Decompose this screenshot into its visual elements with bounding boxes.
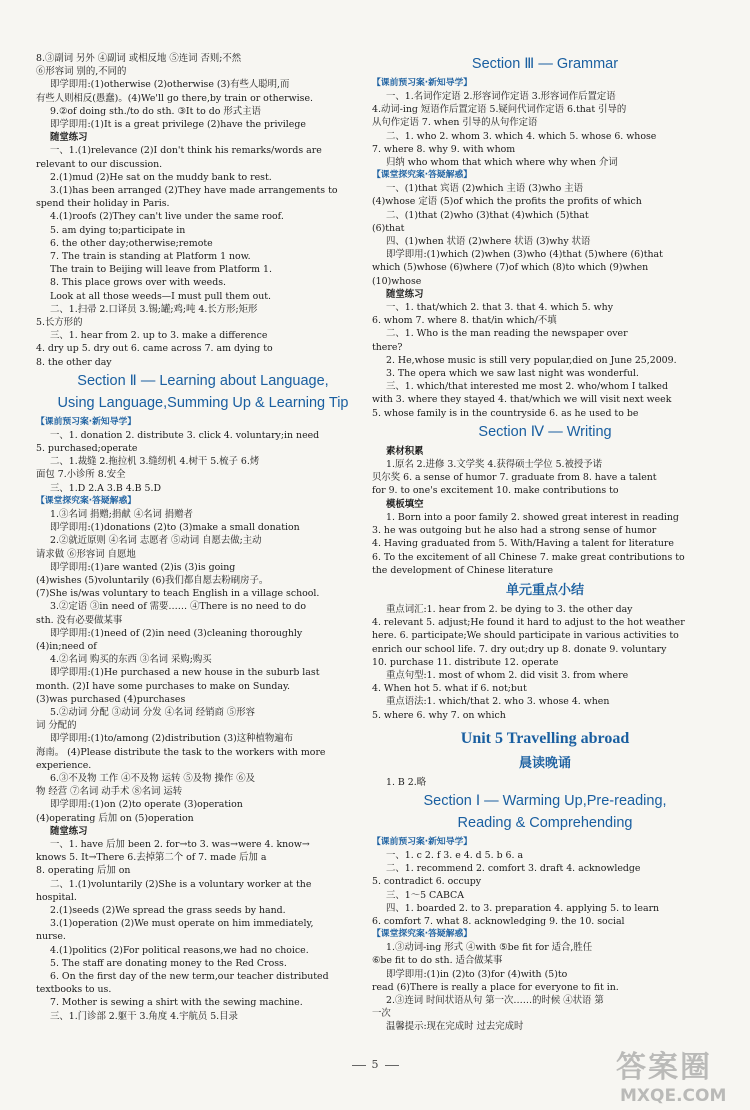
answer-line: 四、(1)when 状语 (2)where 状语 (3)why 状语: [386, 236, 591, 248]
answer-line: ⑥be fit to do sth. 适合做某事: [372, 955, 503, 967]
answer-line: 2.③连词 时间状语从句 第一次……的时候 ④状语 第: [386, 994, 604, 1006]
answer-line: experience.: [36, 759, 92, 771]
answer-line: which (5)whose (6)where (7)of which (8)to which (9)when: [372, 262, 649, 274]
answer-line: 三、1.门诊部 2.躯干 3.角度 4.宇航员 5.目录: [50, 1010, 238, 1022]
answer-line: with 3. where they stayed 4. that/which we will visit next week: [372, 394, 672, 406]
answer-line: 一、1.名词作定语 2.形容词作定语 3.形容词作后置定语: [386, 91, 616, 102]
answer-line: 8. This place grows over with weeds.: [50, 277, 226, 289]
answer-line: 7. The train is standing at Platform 1 now.: [50, 251, 251, 263]
answer-line: 即学即用:(1)It is a great privilege (2)have the privilege: [50, 119, 306, 131]
page-number-text: 5: [371, 1058, 379, 1071]
answer-line: 5. purchased;operate: [36, 443, 138, 455]
answer-line: read (6)There is really a place for everyone to fit in.: [372, 981, 619, 993]
answer-line: 5.长方形的: [36, 317, 83, 329]
subsection-tag: 【课堂探究案·答疑解惑】: [372, 170, 473, 181]
answer-line: 二、1.(1)voluntarily (2)She is a voluntary worker at the: [50, 878, 312, 890]
answer-line: 模板填空: [386, 498, 424, 510]
answer-line: 6.③不及物 工作 ④不及物 运转 ⑤及物 操作 ⑥及: [50, 772, 255, 784]
answer-line: 重点词汇:1. hear from 2. be dying to 3. the other day: [386, 603, 633, 615]
answer-line: ⑥形容词 别的,不同的: [36, 66, 127, 78]
answer-line: 二、1. who 2. whom 3. which 4. which 5. whose 6. whose: [386, 130, 657, 142]
section-heading: Section Ⅱ — Learning about Language,: [77, 372, 329, 389]
answer-line: 6. comfort 7. what 8. acknowledging 9. the 10. social: [372, 915, 625, 927]
answer-line: 有些人则相反(愚蠢)。(4)We'll go there,by train or otherwise.: [36, 92, 314, 104]
answer-line: 一、1. donation 2. distribute 3. click 4. voluntary;in need: [50, 429, 320, 441]
answer-line: hospital.: [36, 891, 77, 903]
answer-line: 6. On the first day of the new term,our teacher distributed: [50, 971, 329, 982]
answer-line: 1. B 2.略: [386, 776, 427, 788]
watermark-logo: [612, 1038, 744, 1108]
answer-line: 从句作定语 7. when 引导的从句作定语: [372, 117, 538, 129]
answer-line: 6. whom 7. where 8. that/in which/不填: [372, 315, 557, 327]
answer-line: 随堂练习: [50, 825, 88, 837]
answer-line: textbooks to us.: [36, 984, 112, 996]
subsection-tag: 【课前预习案·新知导学】: [372, 78, 473, 88]
answer-line: 一、1. have 后加 been 2. for→to 3. was→were 4. know→: [50, 838, 310, 850]
answer-line: 二、1.裁缝 2.拖拉机 3.缝纫机 4.树干 5.梳子 6.烤: [50, 456, 260, 468]
answer-line: 2.(1)mud (2)He sat on the muddy bank to rest.: [50, 171, 272, 183]
summary-heading: 单元重点小结: [505, 582, 584, 598]
answer-line: 即学即用:(1)donations (2)to (3)make a small donation: [50, 522, 300, 534]
answer-line: 5. where 6. why 7. on which: [372, 709, 506, 721]
answer-line: (4)in;need of: [36, 640, 97, 652]
answer-line: 5. am dying to;participate in: [50, 224, 186, 236]
answer-line: 归纳 who whom that which where why when 介词: [386, 157, 618, 169]
answer-line: 6. the other day;otherwise;remote: [50, 237, 213, 249]
answer-line: 二、1. recommend 2. comfort 3. draft 4. acknowledge: [386, 863, 641, 875]
answer-line: 即学即用:(1)are wanted (2)is (3)is going: [50, 561, 236, 573]
answer-line: (3)was purchased (4)purchases: [36, 693, 186, 705]
answer-line: Look at all those weeds—I must pull them out.: [50, 290, 272, 302]
answer-line: the development of Chinese literature: [372, 564, 554, 576]
answer-line: 6. To the excitement of all Chinese 7. make great contributions to: [372, 551, 685, 563]
answer-line: 一、(1)that 宾语 (2)which 主语 (3)who 主语: [386, 183, 583, 195]
section-heading: Section Ⅰ — Warming Up,Pre-reading,: [423, 792, 667, 809]
answer-line: knows 5. It→There 6.去掉第二个 of 7. made 后加 a: [36, 852, 267, 864]
answer-line: 三、1. which/that interested me most 2. who/whom I talked: [386, 381, 668, 393]
answer-line: 7. where 8. why 9. with whom: [372, 143, 516, 155]
answer-line: 二、1.扫帚 2.口译员 3.锡;罐;鸡;吨 4.长方形;矩形: [50, 303, 258, 315]
answer-line: 二、1. Who is the man reading the newspaper over: [386, 328, 628, 340]
answer-line: 3. he was outgoing but he also had a strong sense of humor: [372, 525, 657, 537]
answer-line: 三、1～5 CABCA: [386, 889, 464, 901]
answer-line: 3.(1)operation (2)We must operate on him immediately,: [50, 918, 314, 930]
answer-line: (6)that: [372, 222, 405, 234]
section-heading: Section Ⅳ — Writing: [478, 423, 612, 440]
answer-line: 5. contradict 6. occupy: [372, 876, 482, 888]
answer-line: sth. 没有必要做某事: [36, 614, 123, 626]
section-heading: Section Ⅲ — Grammar: [471, 56, 619, 72]
answer-line: 8. the other day: [36, 356, 112, 368]
answer-line: 8. operating 后加 on: [36, 865, 131, 877]
answer-line: 2. He,whose music is still very popular,died on June 25,2009.: [386, 354, 677, 366]
answer-line: 四、1. boarded 2. to 3. preparation 4. applying 5. to learn: [386, 902, 660, 914]
answer-line: 2.②就近原则 ④名词 志愿者 ⑤动词 自愿去做;主动: [50, 535, 262, 547]
subsection-tag: 【课堂探究案·答疑解惑】: [372, 929, 473, 940]
answer-line: 1. Born into a poor family 2. showed great interest in reading: [386, 511, 679, 523]
answer-line: spend their holiday in Paris.: [36, 198, 170, 210]
answer-line: 即学即用:(1)He purchased a new house in the suburb last: [50, 667, 320, 679]
answer-line: 4. dry up 5. dry out 6. came across 7. am dying to: [36, 343, 273, 355]
answer-line: 4.(1)roofs (2)They can't live under the same roof.: [50, 211, 284, 223]
answer-line: 5. whose family is in the countryside 6. as he used to be: [372, 407, 639, 419]
answer-line: (10)whose: [372, 275, 422, 287]
answer-line: (7)She is/was voluntary to teach English in a village school.: [36, 588, 320, 600]
answer-line: 9.②of doing sth./to do sth. ③It to do 形式主语: [50, 105, 261, 117]
answer-line: 7. Mother is sewing a shirt with the sewing machine.: [50, 997, 303, 1009]
answer-line: 即学即用:(1)otherwise (2)otherwise (3)有些人聪明,而: [50, 79, 290, 91]
answer-line: there?: [372, 341, 403, 353]
answer-line: 一次: [372, 1008, 391, 1020]
answer-line: 即学即用:(1)on (2)to operate (3)operation: [50, 799, 243, 811]
answer-line: nurse.: [36, 931, 66, 943]
answer-line: 4. relevant 5. adjust;He found it hard to adjust to the hot weather: [372, 617, 685, 629]
answer-line: 3.②定语 ③in need of 需要…… ④There is no need to do: [50, 601, 306, 613]
answer-line: 即学即用:(1)which (2)when (3)who (4)that (5)where (6)that: [386, 249, 663, 261]
answer-line: 4.②名词 购买的东西 ③名词 采购;购买: [50, 654, 212, 666]
subsection-tag: 【课前预习案·新知导学】: [36, 416, 137, 427]
answer-line: 4. When hot 5. what if 6. not;but: [372, 683, 527, 695]
answer-line: 即学即用:(1)to/among (2)distribution (3)这种植物遍布: [50, 733, 293, 745]
answer-line: 一、1. that/which 2. that 3. that 4. which 5. why: [386, 302, 613, 314]
answer-line: 面包 7.小诊所 8.安全: [36, 469, 126, 481]
answer-line: 重点语法:1. which/that 2. who 3. whose 4. when: [386, 696, 610, 708]
answer-line: 温馨提示:现在完成时 过去完成时: [386, 1021, 524, 1033]
answer-line: relevant to our discussion.: [36, 158, 163, 170]
answer-line: The train to Beijing will leave from Platform 1.: [50, 264, 272, 276]
answer-line: 词 分配的: [36, 720, 77, 732]
answer-line: 8.③副词 另外 ④副词 或相反地 ⑤连词 否则;不然: [36, 53, 242, 64]
subsection-tag: 【课堂探究案·答疑解惑】: [36, 495, 137, 506]
answer-line: 1.③动词-ing 形式 ④with ⑤be fit for 适合,胜任: [386, 942, 593, 954]
answer-line: 物 经营 ⑦名词 动手术 ⑧名词 运转: [36, 786, 183, 798]
answer-line: (4)wishes (5)voluntarily (6)我们都自愿去粉刷房子。: [36, 574, 269, 586]
section-heading: Reading & Comprehending: [457, 814, 633, 831]
answer-line: 三、1. hear from 2. up to 3. make a difference: [50, 330, 268, 342]
answer-line: 即学即用:(1)need of (2)in need (3)cleaning thoroughly: [50, 627, 303, 639]
left-column: [36, 52, 370, 1023]
answer-line: 重点句型:1. most of whom 2. did visit 3. from where: [386, 669, 629, 681]
answer-line: 即学即用:(1)in (2)to (3)for (4)with (5)to: [386, 968, 568, 980]
answer-line: 二、(1)that (2)who (3)that (4)which (5)that: [386, 209, 589, 221]
answer-line: 1.原名 2.进修 3.文学奖 4.获得硕士学位 5.被授予诺: [386, 459, 603, 471]
section-heading: Using Language,Summing Up & Learning Tip: [57, 394, 349, 411]
answer-line: 4.(1)politics (2)For political reasons,we had no choice.: [50, 944, 309, 956]
answer-line: enrich our school life. 7. dry out;dry up 8. donate 9. voluntary: [372, 643, 667, 655]
answer-line: month. (2)I have some purchases to make on Sunday.: [36, 680, 291, 692]
answer-line: 随堂练习: [50, 132, 88, 144]
answer-line: 1.③名词 捐赠;捐献 ④名词 捐赠者: [50, 508, 193, 520]
answer-line: for 9. to one's excitement 10. make contributions to: [372, 485, 619, 497]
watermark-site: MXQE.COM: [620, 1086, 727, 1106]
answer-line: (4)whose 定语 (5)of which the profits the profits of which: [372, 196, 642, 208]
answer-line: 随堂练习: [386, 288, 424, 300]
answer-line: 3. The opera which we saw last night was wonderful.: [386, 368, 639, 380]
answer-line: 一、1.(1)relevance (2)I don't think his remarks/words are: [50, 145, 322, 157]
answer-line: 4.动词-ing 短语作后置定语 5.疑问代词作定语 6.that 引导的: [372, 104, 627, 116]
answer-line: 5. The staff are donating money to the Red Cross.: [50, 957, 287, 969]
answer-line: 10. purchase 11. distribute 12. operate: [372, 656, 559, 668]
answer-line: 贝尔奖 6. a sense of humor 7. graduate from 8. have a talent: [372, 472, 657, 484]
answer-line: 素材积累: [386, 445, 424, 457]
answer-line: here. 6. participate;We should participate in various activities to: [372, 630, 679, 642]
summary-heading: 晨读晚诵: [518, 755, 571, 771]
answer-line: 2.(1)seeds (2)We spread the grass seeds by hand.: [50, 904, 286, 916]
answer-line: (4)operating 后加 on (5)operation: [36, 812, 194, 824]
answer-line: 5.②动词 分配 ③动词 分发 ④名词 经销商 ⑤形容: [50, 706, 255, 718]
answer-line: 三、1.D 2.A 3.B 4.B 5.D: [50, 482, 161, 494]
answer-line: 一、1. c 2. f 3. e 4. d 5. b 6. a: [386, 849, 524, 861]
unit-title: Unit 5 Travelling abroad: [460, 729, 630, 747]
right-column: [372, 52, 718, 1034]
answer-line: 请求做 ⑥形容词 自愿地: [36, 548, 136, 560]
answer-line: 3.(1)has been arranged (2)They have made arrangements to: [50, 185, 338, 197]
answer-line: 海南。 (4)Please distribute the task to the workers with more: [36, 746, 326, 758]
subsection-tag: 【课前预习案·新知导学】: [372, 836, 473, 847]
watermark-glyph: 答案圈: [616, 1050, 712, 1085]
answer-line: 4. Having graduated from 5. With/Having a talent for literature: [372, 538, 674, 550]
